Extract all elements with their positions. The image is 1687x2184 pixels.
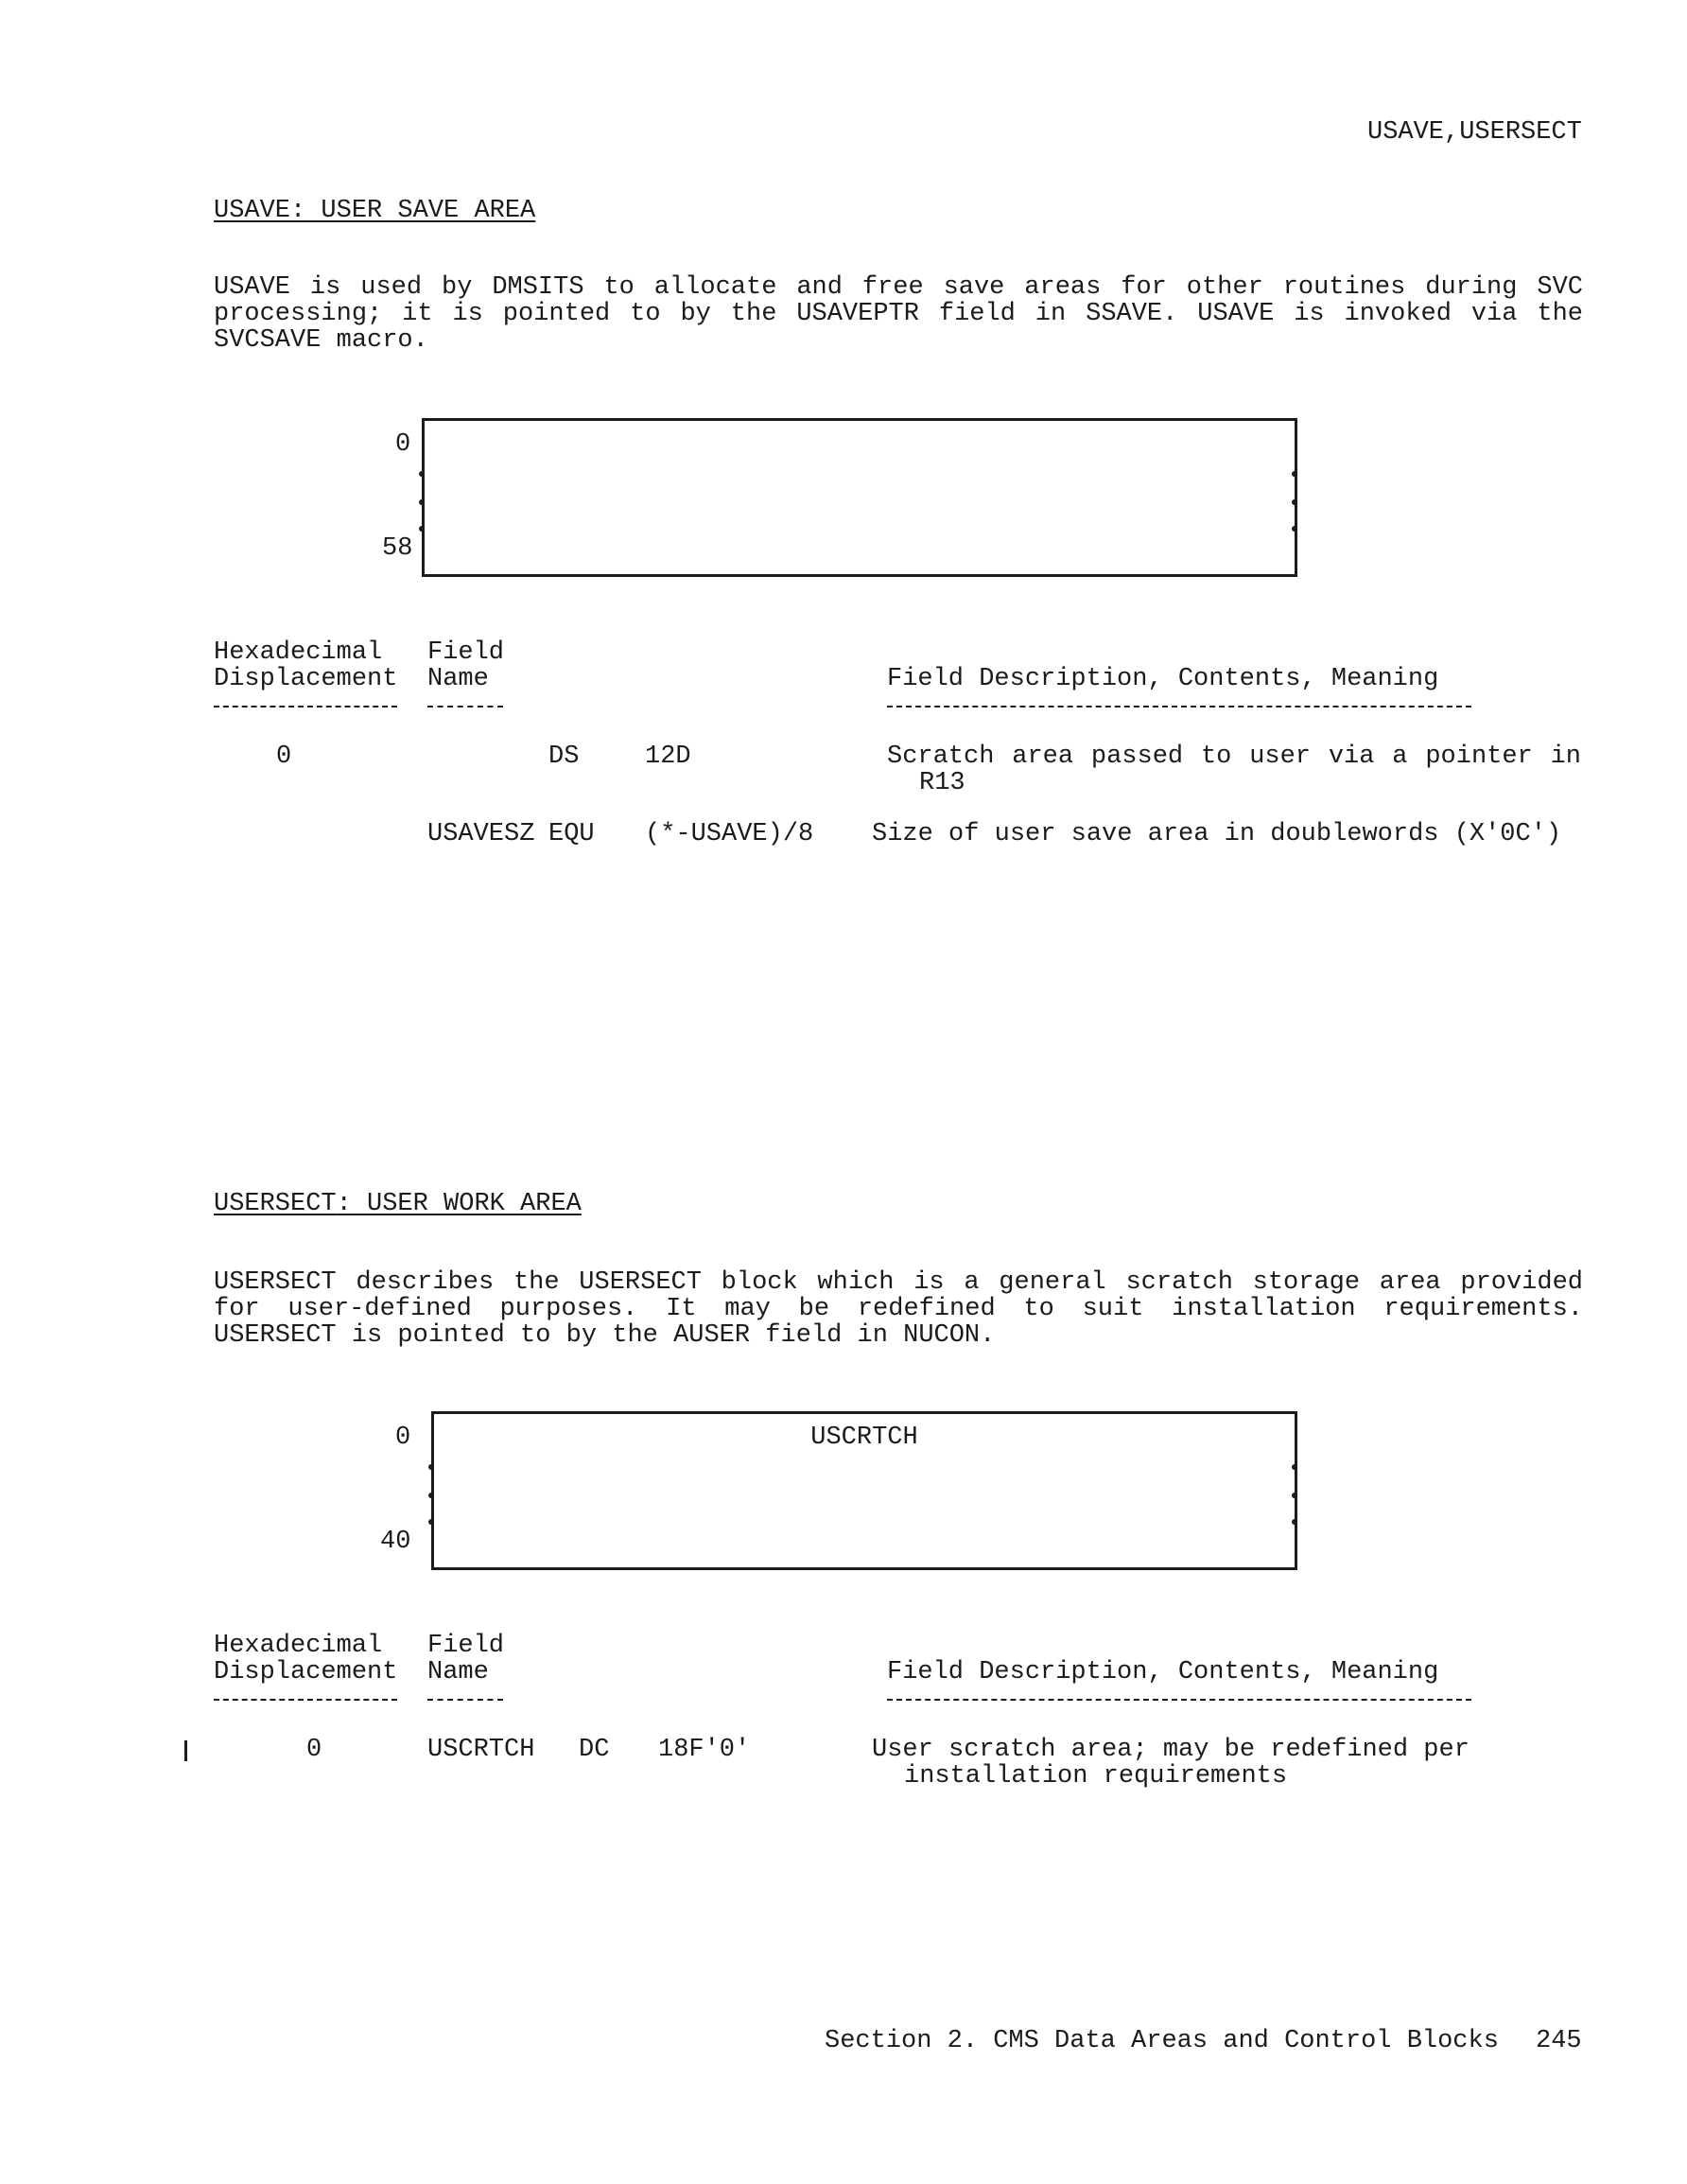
page-number: 245 (1536, 2027, 1582, 2055)
row-opcode: DC (579, 1736, 610, 1764)
row-opcode: EQU (548, 820, 595, 848)
section-heading-usave (214, 197, 535, 225)
header-rule (887, 1699, 1471, 1701)
paragraph-line: USERSECT describes the USERSECT block which is a general scratch storage area provided (214, 1268, 1583, 1297)
continuation-dot (419, 526, 425, 532)
header-rule (214, 1699, 397, 1701)
header-description: Field Description, Contents, Meaning (887, 1658, 1439, 1686)
header-field-line2: Name (427, 665, 489, 693)
continuation-dot (1292, 526, 1297, 532)
diagram-end-offset: 58 (382, 534, 413, 563)
running-header: USAVE,USERSECT (1367, 118, 1582, 147)
continuation-dot (428, 1493, 434, 1498)
heading-name: USERSECT (214, 1190, 337, 1218)
row-displacement: 0 (276, 743, 292, 771)
header-hex-line2: Displacement (214, 665, 398, 693)
revision-change-bar (184, 1740, 187, 1761)
row-description: Size of user save area in doublewords (X'0C') (872, 820, 1562, 848)
row-field-name: USAVESZ (427, 820, 535, 848)
continuation-dot (1292, 499, 1297, 505)
continuation-dot (1292, 471, 1297, 477)
row-operand: 12D (645, 743, 691, 771)
diagram-frame (422, 418, 1297, 577)
continuation-dot (1292, 1464, 1297, 1470)
header-description: Field Description, Contents, Meaning (887, 665, 1439, 693)
diagram-field-label: USCRTCH (810, 1424, 918, 1452)
header-hex-line1: Hexadecimal (214, 638, 383, 667)
header-hex-line1: Hexadecimal (214, 1632, 383, 1660)
header-rule (214, 706, 397, 708)
continuation-dot (428, 1464, 434, 1470)
diagram-start-offset: 0 (395, 1424, 411, 1452)
row-description-cont: R13 (919, 769, 965, 797)
row-field-name: USCRTCH (427, 1736, 535, 1764)
header-hex-line2: Displacement (214, 1658, 398, 1686)
row-description: Scratch area passed to user via a pointer in (887, 743, 1581, 771)
paragraph-line: for user-defined purposes. It may be redefined to suit installation requirements. (214, 1295, 1583, 1323)
continuation-dot (419, 499, 425, 505)
paragraph-line: processing; it is pointed to by the USAVEPTR field in SSAVE. USAVE is invoked via the (214, 300, 1583, 328)
row-operand: 18F'0' (658, 1736, 751, 1764)
paragraph-line: USERSECT is pointed to by the AUSER field in NUCON. (214, 1321, 996, 1350)
diagram-end-offset: 40 (380, 1528, 411, 1556)
heading-title: USER SAVE AREA (321, 197, 536, 225)
paragraph-line: USAVE is used by DMSITS to allocate and free save areas for other routines during SVC (214, 273, 1583, 302)
header-field-line2: Name (427, 1658, 489, 1686)
heading-colon: : (336, 1190, 368, 1218)
row-description: User scratch area; may be redefined per (872, 1736, 1470, 1764)
section-heading-usersect (214, 1190, 582, 1218)
continuation-dot (1292, 1519, 1297, 1525)
row-opcode: DS (548, 743, 580, 771)
row-displacement: 0 (306, 1736, 322, 1764)
continuation-dot (1292, 1493, 1297, 1498)
paragraph-line: SVCSAVE macro. (214, 326, 428, 355)
row-operand: (*-USAVE)/8 (645, 820, 814, 848)
header-field-line1: Field (427, 1632, 505, 1660)
header-rule (427, 706, 503, 708)
usersect-description (214, 1269, 1583, 1349)
continuation-dot (428, 1519, 434, 1525)
row-description-cont: installation requirements (904, 1762, 1288, 1791)
heading-name: USAVE (214, 197, 291, 225)
header-rule (887, 706, 1471, 708)
heading-title: USER WORK AREA (367, 1190, 582, 1218)
footer-section-title: Section 2. CMS Data Areas and Control Blocks (825, 2027, 1499, 2055)
heading-colon: : (290, 197, 322, 225)
header-field-line1: Field (427, 638, 505, 667)
usave-description (214, 274, 1583, 354)
header-rule (427, 1699, 503, 1701)
diagram-start-offset: 0 (395, 430, 411, 459)
continuation-dot (419, 471, 425, 477)
